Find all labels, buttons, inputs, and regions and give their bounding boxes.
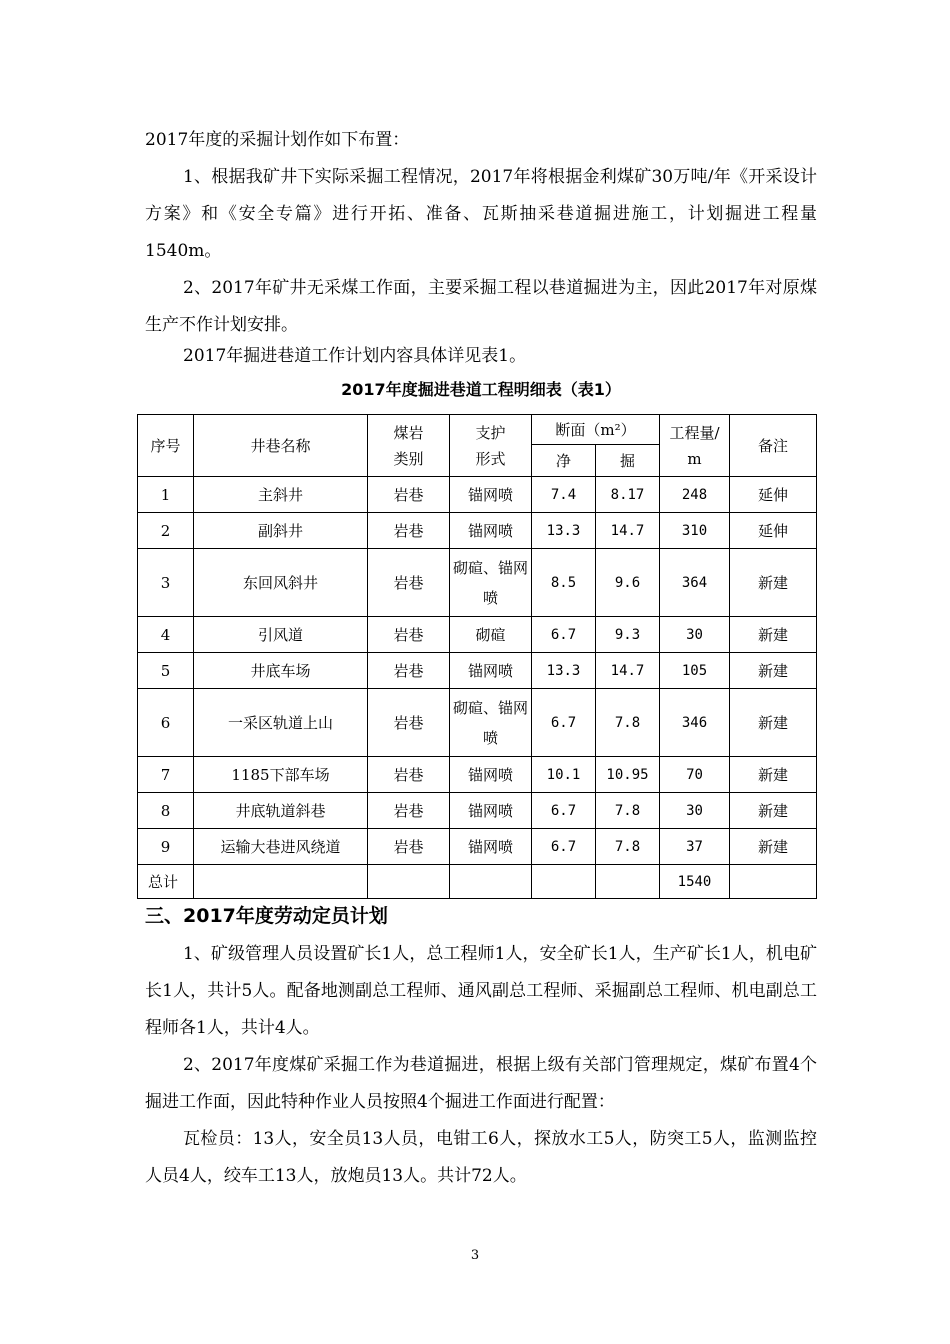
- row-name-cell: 井底车场: [194, 653, 368, 689]
- row-support-cell: 砌碹、锚网喷: [450, 689, 532, 757]
- row-note-cell: 延伸: [730, 513, 817, 549]
- row-volume-cell: 105: [660, 653, 730, 689]
- row-support-cell: 砌碹: [450, 617, 532, 653]
- row-name-cell: 引风道: [194, 617, 368, 653]
- row-dig-cell: 7.8: [596, 689, 660, 757]
- row-note-cell: 新建: [730, 653, 817, 689]
- row-net-cell: 10.1: [532, 757, 596, 793]
- header-type-text: 煤岩类别: [393, 423, 424, 468]
- row-support-cell: 锚网喷: [450, 757, 532, 793]
- row-name-cell: 副斜井: [194, 513, 368, 549]
- row-no-cell: 9: [138, 829, 194, 865]
- row-type-cell: 岩巷: [368, 617, 450, 653]
- header-note: 备注: [730, 415, 817, 477]
- row-note-cell: 新建: [730, 689, 817, 757]
- row-net-cell: 8.5: [532, 549, 596, 617]
- row-type-cell: 岩巷: [368, 549, 450, 617]
- row-no-cell: 1: [138, 477, 194, 513]
- row-type-cell: 岩巷: [368, 793, 450, 829]
- staffing-paragraph-3: 瓦检员：13人，安全员13人员，电钳工6人，探放水工5人，防突工5人，监测监控人员4人，绞车工13人，放炮员13人。共计72人。: [145, 1129, 817, 1186]
- row-type-cell: 岩巷: [368, 653, 450, 689]
- header-section: 断面（m²）: [532, 415, 660, 445]
- row-support-cell: 砌碹、锚网喷: [450, 549, 532, 617]
- header-volume: [660, 415, 730, 477]
- row-net-cell: 6.7: [532, 689, 596, 757]
- row-note-cell: 延伸: [730, 477, 817, 513]
- table-row: [138, 653, 817, 689]
- row-no-cell: 5: [138, 653, 194, 689]
- plan-paragraph-1: 1、根据我矿井下实际采掘工程情况，2017年将根据金利煤矿30万吨/年《开采设计方案》和《安全专篇》进行开拓、准备、瓦斯抽采巷道掘进施工，计划掘进工程量1540m。: [145, 167, 817, 261]
- row-dig-cell: 7.8: [596, 829, 660, 865]
- table-row: [138, 513, 817, 549]
- row-no-cell: 2: [138, 513, 194, 549]
- row-note-cell: 新建: [730, 793, 817, 829]
- row-volume-cell: 37: [660, 829, 730, 865]
- row-note-cell: 新建: [730, 549, 817, 617]
- total-empty-cell: [532, 865, 596, 899]
- table-total-row: [138, 865, 817, 899]
- row-support-cell: 锚网喷: [450, 793, 532, 829]
- total-empty-cell: [596, 865, 660, 899]
- table-row: [138, 689, 817, 757]
- row-dig-cell: 10.95: [596, 757, 660, 793]
- header-volume-text: 工程量/m: [669, 423, 720, 468]
- row-note-cell: 新建: [730, 829, 817, 865]
- row-name-cell: 东回风斜井: [194, 549, 368, 617]
- row-dig-cell: 14.7: [596, 653, 660, 689]
- row-volume-cell: 248: [660, 477, 730, 513]
- row-support-cell: 锚网喷: [450, 829, 532, 865]
- row-net-cell: 6.7: [532, 829, 596, 865]
- header-name: 井巷名称: [194, 415, 368, 477]
- row-net-cell: 13.3: [532, 513, 596, 549]
- row-net-cell: 13.3: [532, 653, 596, 689]
- header-dig: 掘: [596, 445, 660, 477]
- row-name-cell: 井底轨道斜巷: [194, 793, 368, 829]
- row-net-cell: 6.7: [532, 617, 596, 653]
- row-no-cell: 7: [138, 757, 194, 793]
- header-type: [368, 415, 450, 477]
- row-name-cell: 一采区轨道上山: [194, 689, 368, 757]
- total-empty-cell: [368, 865, 450, 899]
- plan-paragraph-3: 2017年掘进巷道工作计划内容具体详见表1。: [183, 346, 527, 366]
- row-type-cell: 岩巷: [368, 829, 450, 865]
- table-row: [138, 829, 817, 865]
- row-no-cell: 8: [138, 793, 194, 829]
- table-row: [138, 793, 817, 829]
- header-no: 序号: [138, 415, 194, 477]
- table-row: [138, 549, 817, 617]
- total-empty-cell: [730, 865, 817, 899]
- row-type-cell: 岩巷: [368, 757, 450, 793]
- row-net-cell: 7.4: [532, 477, 596, 513]
- row-no-cell: 3: [138, 549, 194, 617]
- header-support-text: 支护形式: [475, 423, 506, 468]
- row-dig-cell: 7.8: [596, 793, 660, 829]
- row-name-cell: 1185下部车场: [194, 757, 368, 793]
- intro-paragraph: 2017年度的采掘计划作如下布置：: [145, 130, 410, 150]
- header-support: [450, 415, 532, 477]
- row-volume-cell: 70: [660, 757, 730, 793]
- row-name-cell: 运输大巷进风绕道: [194, 829, 368, 865]
- row-volume-cell: 310: [660, 513, 730, 549]
- row-type-cell: 岩巷: [368, 513, 450, 549]
- row-note-cell: 新建: [730, 757, 817, 793]
- total-empty-cell: [194, 865, 368, 899]
- staffing-paragraph-2: 2、2017年度煤矿采掘工作为巷道掘进，根据上级有关部门管理规定，煤矿布置4个掘进工作面，因此特种作业人员按照4个掘进工作面进行配置：: [145, 1055, 817, 1112]
- table-row: [138, 477, 817, 513]
- row-dig-cell: 14.7: [596, 513, 660, 549]
- row-note-cell: 新建: [730, 617, 817, 653]
- row-no-cell: 4: [138, 617, 194, 653]
- row-support-cell: 锚网喷: [450, 477, 532, 513]
- row-support-cell: 锚网喷: [450, 653, 532, 689]
- row-type-cell: 岩巷: [368, 689, 450, 757]
- row-net-cell: 6.7: [532, 793, 596, 829]
- staffing-paragraph-1: 1、矿级管理人员设置矿长1人，总工程师1人，安全矿长1人，生产矿长1人，机电矿长1人，共计5人。配备地测副总工程师、通风副总工程师、采掘副总工程师、机电副总工程师各1人，共计4人。: [145, 944, 817, 1038]
- row-volume-cell: 30: [660, 617, 730, 653]
- page-number: 3: [470, 1248, 480, 1263]
- table-row: [138, 757, 817, 793]
- total-empty-cell: [450, 865, 532, 899]
- plan-paragraph-2: 2、2017年矿井无采煤工作面，主要采掘工程以巷道掘进为主，因此2017年对原煤生产不作计划安排。: [145, 278, 817, 335]
- row-volume-cell: 30: [660, 793, 730, 829]
- row-support-cell: 锚网喷: [450, 513, 532, 549]
- row-dig-cell: 9.6: [596, 549, 660, 617]
- row-name-cell: 主斜井: [194, 477, 368, 513]
- excavation-detail-table: [137, 414, 817, 899]
- row-dig-cell: 8.17: [596, 477, 660, 513]
- row-no-cell: 6: [138, 689, 194, 757]
- row-volume-cell: 364: [660, 549, 730, 617]
- table-header-row: [138, 415, 817, 445]
- row-type-cell: 岩巷: [368, 477, 450, 513]
- header-net: 净: [532, 445, 596, 477]
- table-row: [138, 617, 817, 653]
- table-caption: 2017年度掘进巷道工程明细表（表1）: [341, 380, 621, 399]
- row-volume-cell: 346: [660, 689, 730, 757]
- section-3-title: 三、2017年度劳动定员计划: [145, 905, 388, 927]
- total-label-cell: 总计: [138, 865, 194, 899]
- row-dig-cell: 9.3: [596, 617, 660, 653]
- total-volume-cell: 1540: [660, 865, 730, 899]
